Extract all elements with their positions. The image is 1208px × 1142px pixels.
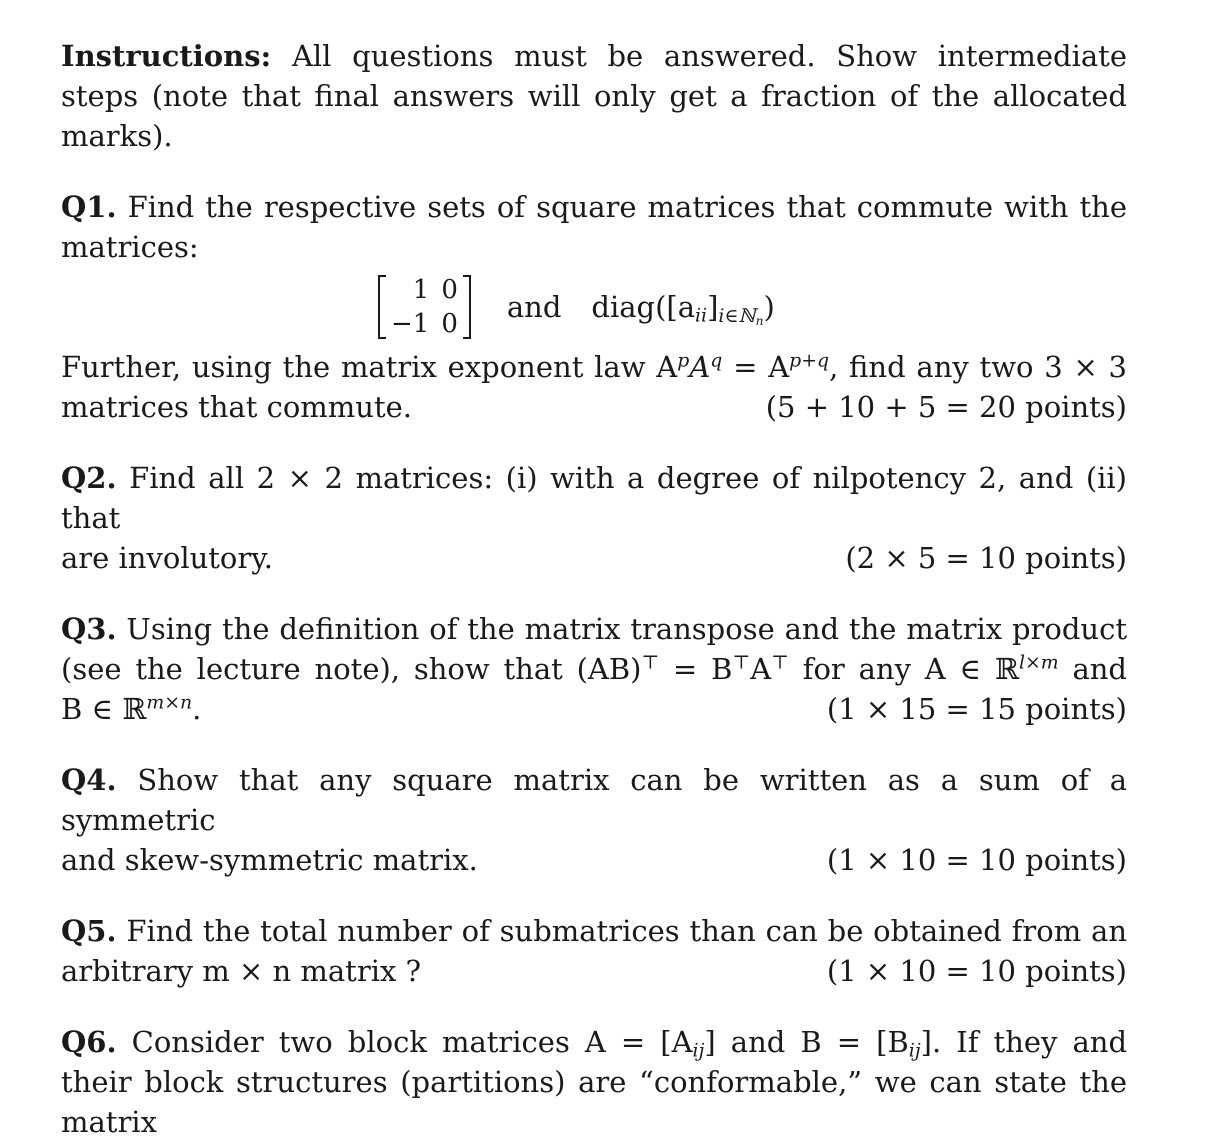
q1-matrix (378, 273, 471, 341)
question-5 (61, 911, 1127, 991)
q1-further-line: Further, using the matrix exponent law $A^pA^q = A^{p+q}$, find any two 3 × 3 (61, 350, 1127, 384)
diag-text: diag([a (591, 290, 696, 324)
question-3 (61, 609, 1127, 729)
q4-points: (1 × 10 = 10 points) (826, 843, 1127, 877)
q1-points: (5 + 10 + 5 = 20 points) (765, 390, 1127, 424)
instructions-label: Instructions: (61, 39, 272, 73)
instructions-block (61, 36, 1127, 156)
matrix-cell: 1 (412, 275, 430, 305)
q1-further-line2: matrices that commute. (61, 390, 412, 424)
q3-line3: B ∈ ℝ$^{m\times n}$. (61, 692, 202, 726)
q3-points: (1 × 15 = 15 points) (826, 692, 1127, 726)
matrix-cell: 0 (441, 309, 458, 339)
question-4 (61, 760, 1127, 880)
question-2 (61, 458, 1127, 578)
q2-line2: are involutory. (61, 541, 274, 575)
q2-line1: Find all 2 × 2 matrices: (i) with a degree of nilpotency 2, and (ii) that (61, 461, 1127, 535)
instructions-text: All questions must be answered. Show intermediate steps (note that final answers will only get a fraction of the allocated marks). (61, 39, 1127, 153)
q5-line2: arbitrary m × n matrix ? (61, 954, 422, 988)
q5-label: Q5. (61, 914, 117, 948)
q5-points: (1 × 10 = 10 points) (826, 954, 1127, 988)
q3-line2: (see the lecture note), show that (AB)⊤ = B⊤A⊤ for any A ∈ ℝ$^{l\times m}$ and (61, 652, 1127, 686)
diag-index: i∈ℕn (718, 305, 764, 328)
diag-close: ] (707, 290, 719, 324)
q4-label: Q4. (61, 763, 117, 797)
q6-label: Q6. (61, 1025, 117, 1059)
q4-line2: and skew-symmetric matrix. (61, 843, 478, 877)
matrix-cell: −1 (391, 309, 430, 339)
question-6 (61, 1022, 1127, 1142)
question-1 (61, 187, 1127, 427)
q5-line1: Find the total number of submatrices than can be obtained from an (126, 914, 1128, 948)
q1-label: Q1. (61, 190, 117, 224)
q1-text: Find the respective sets of square matrices that commute with the matrices: (61, 190, 1127, 264)
q1-display-equation (378, 269, 1127, 345)
matrix-cell: 0 (441, 275, 458, 305)
diag-end: ) (763, 290, 775, 324)
exam-page (61, 36, 1127, 1142)
q2-label: Q2. (61, 461, 117, 495)
q6-line2: their block structures (partitions) are “conformable,” we can state the matrix (61, 1065, 1127, 1139)
q2-points: (2 × 5 = 10 points) (845, 541, 1127, 575)
q6-line1: Q6. Consider two block matrices $A = [A_{ij}]$ and $B = [B_{ij}]$. If they and (61, 1025, 1128, 1062)
q1-diag-expression (591, 287, 774, 327)
q4-line1: Show that any square matrix can be written as a sum of a symmetric (61, 763, 1128, 837)
q1-and-word: and (506, 290, 562, 324)
q3-label: Q3. (61, 612, 117, 646)
q3-line1: Using the definition of the matrix transpose and the matrix product (126, 612, 1128, 646)
diag-subscript: ii (695, 305, 708, 327)
